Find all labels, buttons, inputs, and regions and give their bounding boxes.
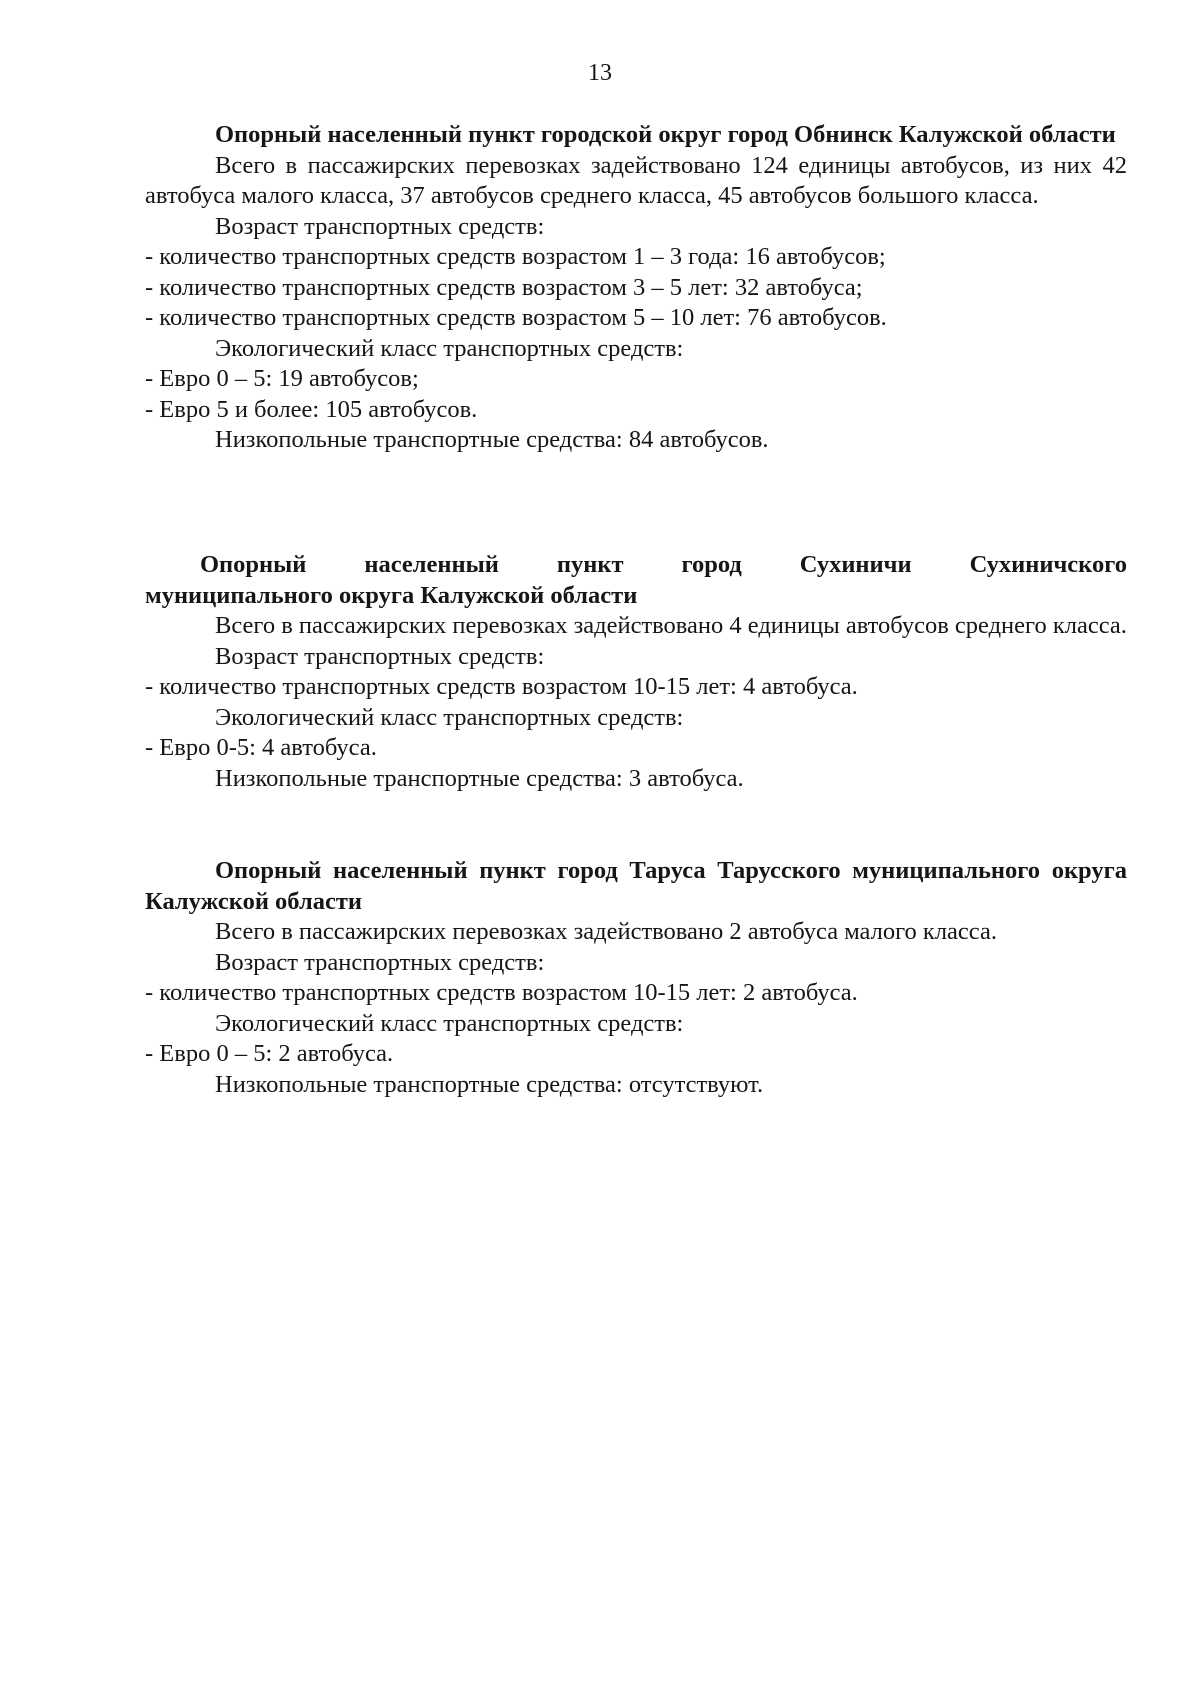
section-sukhinichi: [145, 550, 1127, 794]
age-title: Возраст транспортных средств:: [215, 948, 545, 976]
eco-title: Экологический класс транспортных средств:: [215, 703, 684, 731]
eco-title: Экологический класс транспортных средств:: [215, 334, 684, 362]
heading-word: Сухиничи: [799, 551, 912, 578]
low-floor-text: Низкопольные транспортные средства: 84 автобусов.: [215, 426, 769, 453]
section-obninsk: [145, 120, 1127, 456]
eco-item: - Евро 0 – 5: 2 автобуса.: [145, 1040, 394, 1067]
age-item: - количество транспортных средств возрастом 3 – 5 лет: 32 автобуса;: [145, 273, 863, 301]
section-heading-line2: муниципального округа Калужской области: [145, 581, 638, 609]
low-floor-text: Низкопольные транспортные средства: 3 автобуса.: [215, 764, 744, 792]
age-title: Возраст транспортных средств:: [215, 212, 545, 240]
heading-word: Сухиничского: [969, 551, 1127, 578]
section-heading: Опорный населенный пункт городской округ город Обнинск Калужской области: [215, 121, 1116, 148]
heading-word: пункт: [556, 551, 624, 578]
total-buses-paragraph: Всего в пассажирских перевозках задействовано 2 автобуса малого класса.: [215, 918, 997, 945]
age-item: - количество транспортных средств возрастом 1 – 3 года: 16 автобусов;: [145, 243, 886, 270]
heading-word: город: [681, 551, 742, 578]
eco-item: - Евро 5 и более: 105 автобусов.: [145, 395, 478, 423]
section-tarusa: [145, 856, 1127, 1100]
eco-title: Экологический класс транспортных средств:: [215, 1009, 684, 1037]
low-floor-text: Низкопольные транспортные средства: отсутствуют.: [215, 1070, 764, 1098]
age-item: - количество транспортных средств возрастом 5 – 10 лет: 76 автобусов.: [145, 304, 887, 331]
section-heading: [145, 550, 1127, 581]
age-title: Возраст транспортных средств:: [215, 642, 545, 670]
age-item: - количество транспортных средств возрастом 10-15 лет: 2 автобуса.: [145, 979, 858, 1006]
heading-word: населенный: [364, 551, 499, 578]
heading-word: Опорный: [200, 551, 307, 578]
eco-item: - Евро 0-5: 4 автобуса.: [145, 734, 377, 761]
eco-item: - Евро 0 – 5: 19 автобусов;: [145, 365, 419, 392]
age-item: - количество транспортных средств возрастом 10-15 лет: 4 автобуса.: [145, 673, 858, 700]
total-buses-paragraph: Всего в пассажирских перевозках задействовано 4 единицы автобусов среднего класса.: [215, 612, 1127, 639]
page-number: 13: [588, 60, 612, 86]
total-buses-paragraph: Всего в пассажирских перевозках задействовано 124 единицы автобусов, из них 42 автобуса малого класса, 37 автобусов среднего класса, 45 автобусов большого класса.: [145, 151, 1127, 209]
section-heading: Опорный населенный пункт город Таруса Тарусского муниципального округа Калужской области: [145, 857, 1127, 915]
